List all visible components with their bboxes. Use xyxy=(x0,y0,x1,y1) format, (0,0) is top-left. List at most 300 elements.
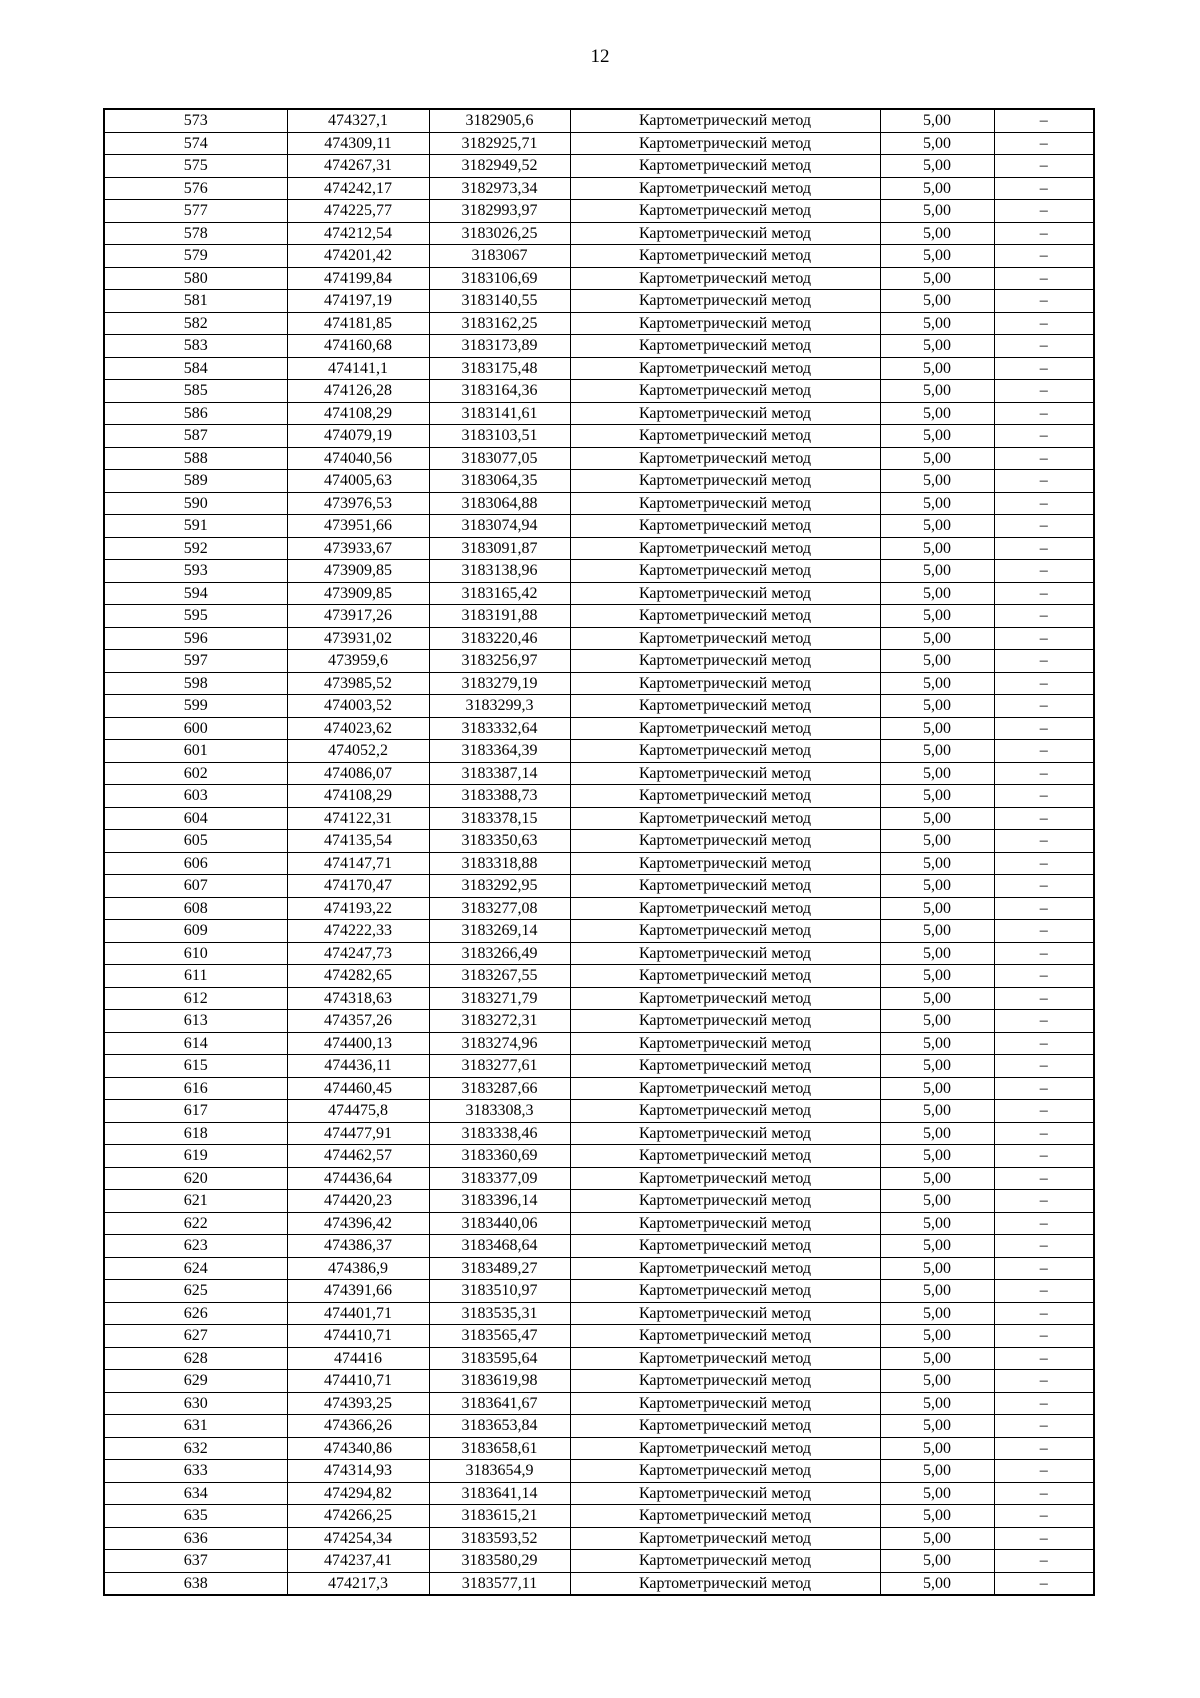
x-coordinate-cell: 474222,33 xyxy=(287,920,429,943)
x-coordinate-cell: 474366,26 xyxy=(287,1415,429,1438)
accuracy-cell: 5,00 xyxy=(880,1505,994,1528)
point-number-cell: 633 xyxy=(104,1460,287,1483)
accuracy-cell: 5,00 xyxy=(880,1190,994,1213)
table-row xyxy=(104,1550,1094,1573)
table-row xyxy=(104,785,1094,808)
description-cell: – xyxy=(994,425,1094,448)
table-row xyxy=(104,582,1094,605)
y-coordinate-cell: 3183274,96 xyxy=(429,1032,570,1055)
description-cell: – xyxy=(994,1212,1094,1235)
y-coordinate-cell: 3183256,97 xyxy=(429,650,570,673)
point-number-cell: 638 xyxy=(104,1572,287,1595)
y-coordinate-cell: 3183577,11 xyxy=(429,1572,570,1595)
accuracy-cell: 5,00 xyxy=(880,987,994,1010)
method-cell: Картометрический метод xyxy=(570,245,880,268)
x-coordinate-cell: 474160,68 xyxy=(287,335,429,358)
description-cell: – xyxy=(994,762,1094,785)
x-coordinate-cell: 473951,66 xyxy=(287,515,429,538)
accuracy-cell: 5,00 xyxy=(880,830,994,853)
x-coordinate-cell: 474108,29 xyxy=(287,402,429,425)
y-coordinate-cell: 3183074,94 xyxy=(429,515,570,538)
y-coordinate-cell: 3183164,36 xyxy=(429,380,570,403)
point-number-cell: 604 xyxy=(104,807,287,830)
coordinates-table xyxy=(103,108,1095,1596)
y-coordinate-cell: 3183468,64 xyxy=(429,1235,570,1258)
accuracy-cell: 5,00 xyxy=(880,537,994,560)
accuracy-cell: 5,00 xyxy=(880,109,994,132)
point-number-cell: 620 xyxy=(104,1167,287,1190)
x-coordinate-cell: 474197,19 xyxy=(287,290,429,313)
x-coordinate-cell: 474357,26 xyxy=(287,1010,429,1033)
table-row xyxy=(104,1100,1094,1123)
point-number-cell: 573 xyxy=(104,109,287,132)
point-number-cell: 580 xyxy=(104,267,287,290)
point-number-cell: 583 xyxy=(104,335,287,358)
description-cell: – xyxy=(994,965,1094,988)
description-cell: – xyxy=(994,1505,1094,1528)
x-coordinate-cell: 474267,31 xyxy=(287,155,429,178)
description-cell: – xyxy=(994,717,1094,740)
description-cell: – xyxy=(994,987,1094,1010)
x-coordinate-cell: 474386,9 xyxy=(287,1257,429,1280)
method-cell: Картометрический метод xyxy=(570,425,880,448)
x-coordinate-cell: 474391,66 xyxy=(287,1280,429,1303)
accuracy-cell: 5,00 xyxy=(880,1572,994,1595)
y-coordinate-cell: 3182973,34 xyxy=(429,177,570,200)
point-number-cell: 623 xyxy=(104,1235,287,1258)
accuracy-cell: 5,00 xyxy=(880,312,994,335)
accuracy-cell: 5,00 xyxy=(880,1392,994,1415)
table-row xyxy=(104,1505,1094,1528)
accuracy-cell: 5,00 xyxy=(880,785,994,808)
point-number-cell: 581 xyxy=(104,290,287,313)
accuracy-cell: 5,00 xyxy=(880,1167,994,1190)
method-cell: Картометрический метод xyxy=(570,515,880,538)
method-cell: Картометрический метод xyxy=(570,267,880,290)
method-cell: Картометрический метод xyxy=(570,987,880,1010)
accuracy-cell: 5,00 xyxy=(880,695,994,718)
table-row xyxy=(104,1415,1094,1438)
table-row xyxy=(104,987,1094,1010)
table-row xyxy=(104,312,1094,335)
x-coordinate-cell: 474193,22 xyxy=(287,897,429,920)
description-cell: – xyxy=(994,1370,1094,1393)
method-cell: Картометрический метод xyxy=(570,155,880,178)
accuracy-cell: 5,00 xyxy=(880,1212,994,1235)
table-row xyxy=(104,155,1094,178)
method-cell: Картометрический метод xyxy=(570,605,880,628)
accuracy-cell: 5,00 xyxy=(880,717,994,740)
point-number-cell: 602 xyxy=(104,762,287,785)
method-cell: Картометрический метод xyxy=(570,740,880,763)
method-cell: Картометрический метод xyxy=(570,290,880,313)
table-row xyxy=(104,380,1094,403)
table-row xyxy=(104,1527,1094,1550)
y-coordinate-cell: 3183272,31 xyxy=(429,1010,570,1033)
y-coordinate-cell: 3183191,88 xyxy=(429,605,570,628)
table-row xyxy=(104,1077,1094,1100)
method-cell: Картометрический метод xyxy=(570,1392,880,1415)
point-number-cell: 597 xyxy=(104,650,287,673)
x-coordinate-cell: 474436,11 xyxy=(287,1055,429,1078)
description-cell: – xyxy=(994,1280,1094,1303)
table-row xyxy=(104,109,1094,132)
point-number-cell: 635 xyxy=(104,1505,287,1528)
description-cell: – xyxy=(994,1347,1094,1370)
x-coordinate-cell: 474147,71 xyxy=(287,852,429,875)
method-cell: Картометрический метод xyxy=(570,807,880,830)
x-coordinate-cell: 474199,84 xyxy=(287,267,429,290)
description-cell: – xyxy=(994,560,1094,583)
description-cell: – xyxy=(994,897,1094,920)
y-coordinate-cell: 3183277,61 xyxy=(429,1055,570,1078)
y-coordinate-cell: 3183641,14 xyxy=(429,1482,570,1505)
accuracy-cell: 5,00 xyxy=(880,200,994,223)
table-row xyxy=(104,290,1094,313)
y-coordinate-cell: 3183593,52 xyxy=(429,1527,570,1550)
point-number-cell: 630 xyxy=(104,1392,287,1415)
x-coordinate-cell: 474396,42 xyxy=(287,1212,429,1235)
accuracy-cell: 5,00 xyxy=(880,155,994,178)
point-number-cell: 634 xyxy=(104,1482,287,1505)
method-cell: Картометрический метод xyxy=(570,1572,880,1595)
table-row xyxy=(104,267,1094,290)
accuracy-cell: 5,00 xyxy=(880,1482,994,1505)
x-coordinate-cell: 474040,56 xyxy=(287,447,429,470)
x-coordinate-cell: 474401,71 xyxy=(287,1302,429,1325)
x-coordinate-cell: 474420,23 xyxy=(287,1190,429,1213)
y-coordinate-cell: 3183165,42 xyxy=(429,582,570,605)
description-cell: – xyxy=(994,1460,1094,1483)
y-coordinate-cell: 3183388,73 xyxy=(429,785,570,808)
x-coordinate-cell: 474393,25 xyxy=(287,1392,429,1415)
method-cell: Картометрический метод xyxy=(570,627,880,650)
description-cell: – xyxy=(994,920,1094,943)
method-cell: Картометрический метод xyxy=(570,132,880,155)
y-coordinate-cell: 3183440,06 xyxy=(429,1212,570,1235)
point-number-cell: 595 xyxy=(104,605,287,628)
description-cell: – xyxy=(994,807,1094,830)
accuracy-cell: 5,00 xyxy=(880,1460,994,1483)
table-row xyxy=(104,605,1094,628)
x-coordinate-cell: 473976,53 xyxy=(287,492,429,515)
point-number-cell: 618 xyxy=(104,1122,287,1145)
accuracy-cell: 5,00 xyxy=(880,1280,994,1303)
description-cell: – xyxy=(994,155,1094,178)
description-cell: – xyxy=(994,785,1094,808)
table-row xyxy=(104,447,1094,470)
y-coordinate-cell: 3183580,29 xyxy=(429,1550,570,1573)
point-number-cell: 631 xyxy=(104,1415,287,1438)
table-row xyxy=(104,920,1094,943)
point-number-cell: 615 xyxy=(104,1055,287,1078)
point-number-cell: 608 xyxy=(104,897,287,920)
table-row xyxy=(104,132,1094,155)
point-number-cell: 578 xyxy=(104,222,287,245)
point-number-cell: 611 xyxy=(104,965,287,988)
method-cell: Картометрический метод xyxy=(570,717,880,740)
y-coordinate-cell: 3183141,61 xyxy=(429,402,570,425)
point-number-cell: 637 xyxy=(104,1550,287,1573)
point-number-cell: 617 xyxy=(104,1100,287,1123)
description-cell: – xyxy=(994,1100,1094,1123)
table-row xyxy=(104,560,1094,583)
y-coordinate-cell: 3183308,3 xyxy=(429,1100,570,1123)
x-coordinate-cell: 474462,57 xyxy=(287,1145,429,1168)
method-cell: Картометрический метод xyxy=(570,1370,880,1393)
y-coordinate-cell: 3182949,52 xyxy=(429,155,570,178)
accuracy-cell: 5,00 xyxy=(880,875,994,898)
accuracy-cell: 5,00 xyxy=(880,1122,994,1145)
x-coordinate-cell: 473909,85 xyxy=(287,560,429,583)
description-cell: – xyxy=(994,582,1094,605)
table-row xyxy=(104,177,1094,200)
table-row xyxy=(104,942,1094,965)
point-number-cell: 626 xyxy=(104,1302,287,1325)
method-cell: Картометрический метод xyxy=(570,1347,880,1370)
description-cell: – xyxy=(994,1550,1094,1573)
table-row xyxy=(104,830,1094,853)
accuracy-cell: 5,00 xyxy=(880,515,994,538)
table-row xyxy=(104,807,1094,830)
table-row xyxy=(104,492,1094,515)
description-cell: – xyxy=(994,605,1094,628)
table-row xyxy=(104,627,1094,650)
point-number-cell: 609 xyxy=(104,920,287,943)
table-row xyxy=(104,1055,1094,1078)
point-number-cell: 599 xyxy=(104,695,287,718)
method-cell: Картометрический метод xyxy=(570,785,880,808)
description-cell: – xyxy=(994,492,1094,515)
point-number-cell: 590 xyxy=(104,492,287,515)
table-row xyxy=(104,470,1094,493)
accuracy-cell: 5,00 xyxy=(880,1032,994,1055)
point-number-cell: 588 xyxy=(104,447,287,470)
method-cell: Картометрический метод xyxy=(570,380,880,403)
accuracy-cell: 5,00 xyxy=(880,740,994,763)
accuracy-cell: 5,00 xyxy=(880,1550,994,1573)
method-cell: Картометрический метод xyxy=(570,672,880,695)
description-cell: – xyxy=(994,267,1094,290)
method-cell: Картометрический метод xyxy=(570,1415,880,1438)
accuracy-cell: 5,00 xyxy=(880,1437,994,1460)
y-coordinate-cell: 3183350,63 xyxy=(429,830,570,853)
description-cell: – xyxy=(994,1032,1094,1055)
method-cell: Картометрический метод xyxy=(570,1302,880,1325)
description-cell: – xyxy=(994,650,1094,673)
accuracy-cell: 5,00 xyxy=(880,582,994,605)
point-number-cell: 610 xyxy=(104,942,287,965)
point-number-cell: 598 xyxy=(104,672,287,695)
method-cell: Картометрический метод xyxy=(570,1212,880,1235)
y-coordinate-cell: 3183318,88 xyxy=(429,852,570,875)
x-coordinate-cell: 474023,62 xyxy=(287,717,429,740)
method-cell: Картометрический метод xyxy=(570,762,880,785)
method-cell: Картометрический метод xyxy=(570,1122,880,1145)
accuracy-cell: 5,00 xyxy=(880,852,994,875)
accuracy-cell: 5,00 xyxy=(880,335,994,358)
method-cell: Картометрический метод xyxy=(570,402,880,425)
point-number-cell: 621 xyxy=(104,1190,287,1213)
x-coordinate-cell: 474212,54 xyxy=(287,222,429,245)
point-number-cell: 601 xyxy=(104,740,287,763)
table-row xyxy=(104,1010,1094,1033)
point-number-cell: 612 xyxy=(104,987,287,1010)
accuracy-cell: 5,00 xyxy=(880,267,994,290)
accuracy-cell: 5,00 xyxy=(880,357,994,380)
x-coordinate-cell: 474318,63 xyxy=(287,987,429,1010)
method-cell: Картометрический метод xyxy=(570,447,880,470)
accuracy-cell: 5,00 xyxy=(880,492,994,515)
method-cell: Картометрический метод xyxy=(570,335,880,358)
table-row xyxy=(104,1257,1094,1280)
y-coordinate-cell: 3183615,21 xyxy=(429,1505,570,1528)
table-row xyxy=(104,762,1094,785)
x-coordinate-cell: 474314,93 xyxy=(287,1460,429,1483)
accuracy-cell: 5,00 xyxy=(880,1235,994,1258)
point-number-cell: 632 xyxy=(104,1437,287,1460)
table-row xyxy=(104,717,1094,740)
description-cell: – xyxy=(994,222,1094,245)
table-row xyxy=(104,650,1094,673)
point-number-cell: 628 xyxy=(104,1347,287,1370)
description-cell: – xyxy=(994,627,1094,650)
point-number-cell: 576 xyxy=(104,177,287,200)
table-row xyxy=(104,1370,1094,1393)
y-coordinate-cell: 3183279,19 xyxy=(429,672,570,695)
y-coordinate-cell: 3183064,35 xyxy=(429,470,570,493)
accuracy-cell: 5,00 xyxy=(880,447,994,470)
y-coordinate-cell: 3183292,95 xyxy=(429,875,570,898)
y-coordinate-cell: 3183067 xyxy=(429,245,570,268)
x-coordinate-cell: 474086,07 xyxy=(287,762,429,785)
y-coordinate-cell: 3183077,05 xyxy=(429,447,570,470)
x-coordinate-cell: 474079,19 xyxy=(287,425,429,448)
accuracy-cell: 5,00 xyxy=(880,920,994,943)
y-coordinate-cell: 3183377,09 xyxy=(429,1167,570,1190)
description-cell: – xyxy=(994,1527,1094,1550)
accuracy-cell: 5,00 xyxy=(880,942,994,965)
y-coordinate-cell: 3183565,47 xyxy=(429,1325,570,1348)
x-coordinate-cell: 474416 xyxy=(287,1347,429,1370)
point-number-cell: 606 xyxy=(104,852,287,875)
description-cell: – xyxy=(994,1145,1094,1168)
description-cell: – xyxy=(994,1055,1094,1078)
description-cell: – xyxy=(994,470,1094,493)
accuracy-cell: 5,00 xyxy=(880,132,994,155)
accuracy-cell: 5,00 xyxy=(880,807,994,830)
accuracy-cell: 5,00 xyxy=(880,965,994,988)
x-coordinate-cell: 474237,41 xyxy=(287,1550,429,1573)
x-coordinate-cell: 474122,31 xyxy=(287,807,429,830)
y-coordinate-cell: 3183140,55 xyxy=(429,290,570,313)
y-coordinate-cell: 3183364,39 xyxy=(429,740,570,763)
accuracy-cell: 5,00 xyxy=(880,1302,994,1325)
method-cell: Картометрический метод xyxy=(570,1505,880,1528)
accuracy-cell: 5,00 xyxy=(880,627,994,650)
accuracy-cell: 5,00 xyxy=(880,762,994,785)
y-coordinate-cell: 3183332,64 xyxy=(429,717,570,740)
point-number-cell: 600 xyxy=(104,717,287,740)
y-coordinate-cell: 3183287,66 xyxy=(429,1077,570,1100)
table-row xyxy=(104,1167,1094,1190)
y-coordinate-cell: 3183535,31 xyxy=(429,1302,570,1325)
accuracy-cell: 5,00 xyxy=(880,1347,994,1370)
table-row xyxy=(104,1145,1094,1168)
accuracy-cell: 5,00 xyxy=(880,1415,994,1438)
table-row xyxy=(104,1437,1094,1460)
point-number-cell: 586 xyxy=(104,402,287,425)
point-number-cell: 619 xyxy=(104,1145,287,1168)
x-coordinate-cell: 474410,71 xyxy=(287,1370,429,1393)
accuracy-cell: 5,00 xyxy=(880,177,994,200)
method-cell: Картометрический метод xyxy=(570,177,880,200)
x-coordinate-cell: 474225,77 xyxy=(287,200,429,223)
point-number-cell: 613 xyxy=(104,1010,287,1033)
description-cell: – xyxy=(994,290,1094,313)
accuracy-cell: 5,00 xyxy=(880,1370,994,1393)
table-row xyxy=(104,1460,1094,1483)
accuracy-cell: 5,00 xyxy=(880,1257,994,1280)
description-cell: – xyxy=(994,1325,1094,1348)
method-cell: Картометрический метод xyxy=(570,920,880,943)
x-coordinate-cell: 474436,64 xyxy=(287,1167,429,1190)
x-coordinate-cell: 473933,67 xyxy=(287,537,429,560)
description-cell: – xyxy=(994,245,1094,268)
description-cell: – xyxy=(994,830,1094,853)
method-cell: Картометрический метод xyxy=(570,1167,880,1190)
method-cell: Картометрический метод xyxy=(570,1100,880,1123)
method-cell: Картометрический метод xyxy=(570,109,880,132)
y-coordinate-cell: 3183338,46 xyxy=(429,1122,570,1145)
x-coordinate-cell: 474126,28 xyxy=(287,380,429,403)
description-cell: – xyxy=(994,357,1094,380)
table-row xyxy=(104,1235,1094,1258)
description-cell: – xyxy=(994,1010,1094,1033)
method-cell: Картометрический метод xyxy=(570,1055,880,1078)
x-coordinate-cell: 474242,17 xyxy=(287,177,429,200)
accuracy-cell: 5,00 xyxy=(880,290,994,313)
table-row xyxy=(104,1572,1094,1595)
accuracy-cell: 5,00 xyxy=(880,1527,994,1550)
method-cell: Картометрический метод xyxy=(570,1280,880,1303)
method-cell: Картометрический метод xyxy=(570,1145,880,1168)
point-number-cell: 614 xyxy=(104,1032,287,1055)
y-coordinate-cell: 3183266,49 xyxy=(429,942,570,965)
description-cell: – xyxy=(994,1167,1094,1190)
accuracy-cell: 5,00 xyxy=(880,897,994,920)
x-coordinate-cell: 474141,1 xyxy=(287,357,429,380)
point-number-cell: 624 xyxy=(104,1257,287,1280)
table-row xyxy=(104,1347,1094,1370)
table-row xyxy=(104,335,1094,358)
point-number-cell: 587 xyxy=(104,425,287,448)
x-coordinate-cell: 474170,47 xyxy=(287,875,429,898)
table-row xyxy=(104,1190,1094,1213)
y-coordinate-cell: 3182993,97 xyxy=(429,200,570,223)
y-coordinate-cell: 3183658,61 xyxy=(429,1437,570,1460)
y-coordinate-cell: 3183271,79 xyxy=(429,987,570,1010)
table-row xyxy=(104,740,1094,763)
description-cell: – xyxy=(994,402,1094,425)
accuracy-cell: 5,00 xyxy=(880,650,994,673)
method-cell: Картометрический метод xyxy=(570,312,880,335)
description-cell: – xyxy=(994,537,1094,560)
y-coordinate-cell: 3183064,88 xyxy=(429,492,570,515)
description-cell: – xyxy=(994,672,1094,695)
x-coordinate-cell: 474282,65 xyxy=(287,965,429,988)
y-coordinate-cell: 3183489,27 xyxy=(429,1257,570,1280)
